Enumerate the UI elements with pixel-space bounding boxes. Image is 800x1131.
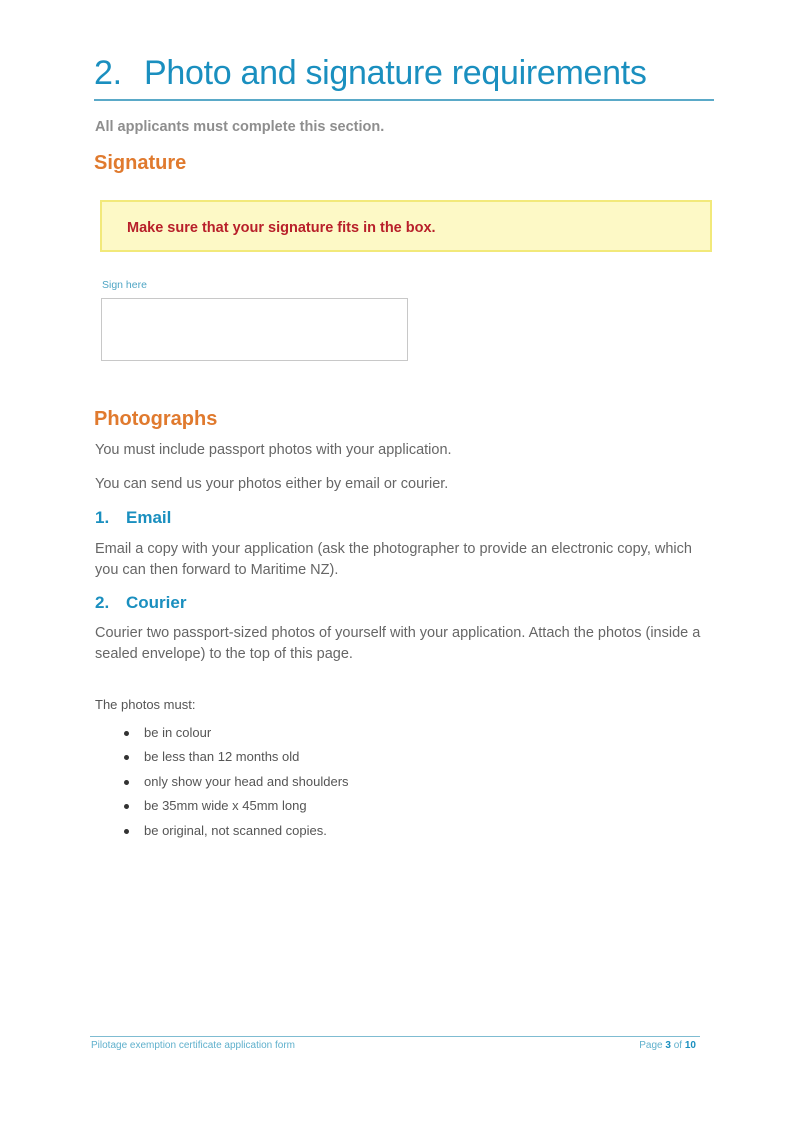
email-title: Email xyxy=(126,508,172,527)
footer-divider xyxy=(90,1036,700,1037)
bullet-icon xyxy=(124,829,129,834)
list-item-text: only show your head and shoulders xyxy=(144,773,349,789)
signature-heading: Signature xyxy=(94,152,187,174)
requirements-intro: The photos must: xyxy=(95,697,196,712)
email-number: 1. xyxy=(95,508,110,527)
page-of: of xyxy=(673,1040,683,1051)
page-total: 10 xyxy=(684,1040,696,1051)
list-item xyxy=(120,772,349,796)
list-item-text: be less than 12 months old xyxy=(144,749,300,765)
list-item-text: be original, not scanned copies. xyxy=(144,822,327,838)
list-item-text: be in colour xyxy=(144,725,212,740)
photographs-paragraph-2: You can send us your photos either by email or courier. xyxy=(95,476,449,492)
title-divider xyxy=(94,99,714,101)
courier-title: Courier xyxy=(126,593,187,612)
page-label: Page xyxy=(639,1040,663,1051)
signature-notice-text: Make sure that your signature fits in the box. xyxy=(127,220,436,236)
list-item xyxy=(120,747,349,771)
page-title xyxy=(94,54,647,93)
courier-text: Courier two passport-sized photos of yourself with your application. Attach the photos (inside a sealed envelope) to the top of this page. xyxy=(95,625,701,662)
section-title: Photo and signature requirements xyxy=(144,54,647,92)
page-current: 3 xyxy=(665,1040,671,1051)
page-number xyxy=(600,1040,696,1051)
bullet-icon xyxy=(124,780,129,785)
email-heading xyxy=(95,508,171,528)
bullet-icon xyxy=(124,755,129,760)
signature-notice-box xyxy=(100,200,712,252)
photographs-heading: Photographs xyxy=(94,408,218,430)
footer-form-name: Pilotage exemption certificate application form xyxy=(91,1040,295,1051)
photographs-paragraph-1: You must include passport photos with your application. xyxy=(95,442,452,458)
sign-here-label: Sign here xyxy=(102,279,147,291)
courier-number: 2. xyxy=(95,593,110,612)
list-item xyxy=(120,723,349,747)
requirements-list xyxy=(120,723,349,845)
list-item-text: be 35mm wide x 45mm long xyxy=(144,798,307,814)
list-item xyxy=(120,821,349,845)
bullet-icon xyxy=(124,804,129,809)
email-text: Email a copy with your application (ask the photographer to provide an electronic copy, which you can then forward to Maritime NZ). xyxy=(95,541,692,578)
courier-heading xyxy=(95,593,186,613)
signature-field[interactable] xyxy=(101,298,408,361)
bullet-icon xyxy=(124,731,129,736)
section-number: 2. xyxy=(94,54,122,92)
list-item xyxy=(120,796,349,820)
section-intro: All applicants must complete this section. xyxy=(95,119,385,135)
